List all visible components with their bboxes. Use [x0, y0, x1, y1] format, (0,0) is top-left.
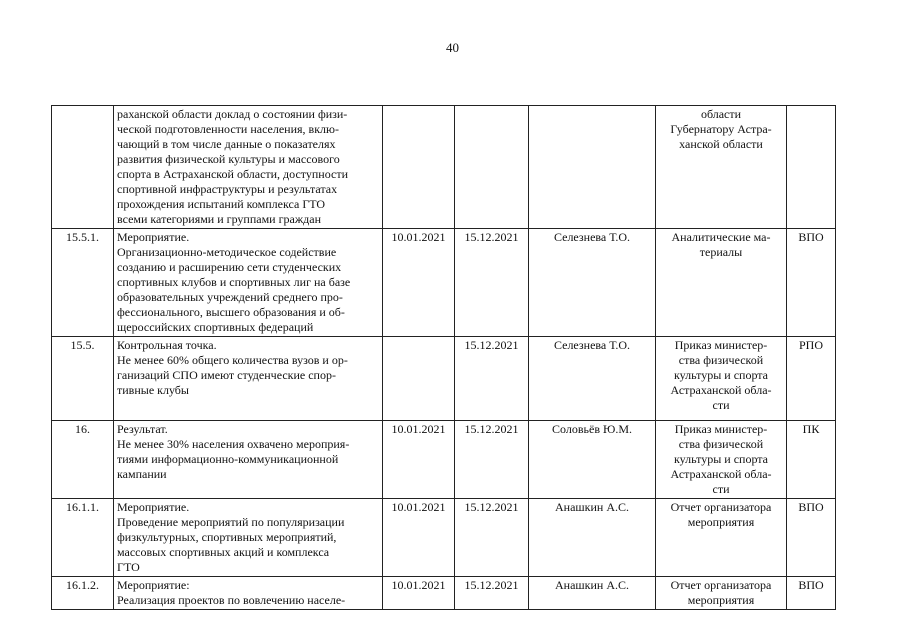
description-line: Мероприятие. [117, 500, 190, 514]
end-date-cell [455, 229, 529, 337]
document-line: культуры и спорта [673, 368, 768, 382]
responsible-cell [529, 229, 656, 337]
page-number: 40 [446, 40, 459, 55]
responsible-cell [529, 421, 656, 499]
item-number: 15.5.1. [66, 230, 99, 244]
end-date: 15.12.2021 [464, 422, 519, 436]
description-line: прохождения испытаний комплекса ГТО [117, 197, 326, 211]
document-cell [656, 229, 787, 337]
document-line: Приказ министер- [674, 338, 768, 352]
responsible-person: Анашкин А.С. [555, 500, 629, 514]
end-date: 15.12.2021 [464, 500, 519, 514]
description-line: чающий в том числе данные о показателях [117, 137, 336, 151]
description-line: Результат. [117, 422, 168, 436]
item-description-cell [114, 499, 383, 577]
document-line: мероприятия [687, 593, 755, 607]
responsible-person: Селезнева Т.О. [553, 338, 631, 352]
description-line: физкультурных, спортивных мероприятий, [117, 530, 337, 544]
description-line: спортивной инфраструктуры и результатах [117, 182, 338, 196]
description-line: Не менее 30% населения охвачено мероприя- [117, 437, 350, 451]
level-cell [787, 229, 836, 337]
end-date: 15.12.2021 [464, 578, 519, 592]
description-line: массовых спортивных акций и комплекса [117, 545, 330, 559]
item-number-cell [52, 337, 114, 421]
responsible-cell [529, 499, 656, 577]
level-code: ВПО [798, 500, 824, 514]
description-line: тиями информационно-коммуникационной [117, 452, 339, 466]
document-cell [656, 106, 787, 229]
description-line: щероссийских спортивных федераций [117, 320, 314, 334]
item-description-cell [114, 337, 383, 421]
document-cell [656, 421, 787, 499]
document-line: ханской области [679, 137, 763, 151]
document-line: Губернатору Астра- [670, 122, 772, 136]
item-description-cell [114, 421, 383, 499]
end-date: 15.12.2021 [464, 230, 519, 244]
item-description-cell [114, 229, 383, 337]
start-date: 10.01.2021 [391, 500, 446, 514]
level-code: ПК [802, 422, 820, 436]
description-line: фессионального, высшего образования и об- [117, 305, 345, 319]
item-number-cell [52, 499, 114, 577]
responsible-person: Анашкин А.С. [555, 578, 629, 592]
document-line: Отчет организатора [670, 500, 772, 514]
document-line: Астраханской обла- [670, 467, 772, 481]
start-date-cell [383, 106, 455, 229]
end-date-cell [455, 421, 529, 499]
table-row [52, 421, 836, 499]
end-date-cell [455, 499, 529, 577]
level-cell [787, 421, 836, 499]
start-date: 10.01.2021 [391, 230, 446, 244]
description-line: Реализация проектов по вовлечению населе- [117, 593, 346, 607]
table-row [52, 499, 836, 577]
item-description-cell [114, 577, 383, 610]
description-line: ческой подготовленности населения, вклю- [117, 122, 339, 136]
item-description-cell [114, 106, 383, 229]
description-line: Контрольная точка. [117, 338, 217, 352]
description-line: всеми категориями и группами граждан [117, 212, 321, 226]
level-code: ВПО [798, 578, 824, 592]
description-line: тивные клубы [117, 383, 189, 397]
document-line: Отчет организатора [670, 578, 772, 592]
start-date-cell [383, 577, 455, 610]
document-line: мероприятия [687, 515, 755, 529]
item-number: 16. [75, 422, 90, 436]
description-line: раханской области доклад о состоянии физи- [117, 107, 348, 121]
item-number: 16.1.1. [66, 500, 99, 514]
start-date-cell [383, 337, 455, 421]
start-date: 10.01.2021 [391, 422, 446, 436]
document-cell [656, 577, 787, 610]
start-date-cell [383, 499, 455, 577]
table-row [52, 577, 836, 610]
end-date: 15.12.2021 [464, 338, 519, 352]
responsible-person: Селезнева Т.О. [553, 230, 631, 244]
level-code: РПО [798, 338, 823, 352]
item-number: 15.5. [70, 338, 95, 352]
table-row [52, 229, 836, 337]
level-cell [787, 106, 836, 229]
description-line: Мероприятие. [117, 230, 190, 244]
level-code: ВПО [798, 230, 824, 244]
description-line: кампании [117, 467, 167, 481]
level-cell [787, 499, 836, 577]
item-number-cell [52, 106, 114, 229]
table-row [52, 106, 836, 229]
description-line: спортивных клубов и спортивных лиг на базе [117, 275, 351, 289]
level-cell [787, 337, 836, 421]
document-line: ства физической [678, 353, 764, 367]
end-date-cell [455, 577, 529, 610]
responsible-cell [529, 577, 656, 610]
document-line: Астраханской обла- [670, 383, 772, 397]
responsible-person: Соловьёв Ю.М. [552, 422, 632, 436]
responsible-cell [529, 106, 656, 229]
document-line: Аналитические ма- [671, 230, 771, 244]
table-row [52, 337, 836, 421]
end-date-cell [455, 337, 529, 421]
item-number-cell [52, 229, 114, 337]
description-line: ГТО [117, 560, 140, 574]
description-line: спорта в Астраханской области, доступности [117, 167, 349, 181]
document-line: области [700, 107, 742, 121]
description-line: созданию и расширению сети студенческих [117, 260, 342, 274]
item-number-cell [52, 421, 114, 499]
plan-table [51, 105, 836, 610]
document-cell [656, 499, 787, 577]
item-number: 16.1.2. [66, 578, 99, 592]
description-line: Проведение мероприятий по популяризации [117, 515, 345, 529]
level-cell [787, 577, 836, 610]
document-line: культуры и спорта [673, 452, 768, 466]
document-cell [656, 337, 787, 421]
description-line: развития физической культуры и массового [117, 152, 340, 166]
start-date-cell [383, 421, 455, 499]
document-line: сти [712, 398, 730, 412]
document-line: териалы [699, 245, 743, 259]
description-line: Не менее 60% общего количества вузов и ор- [117, 353, 348, 367]
document-line: ства физической [678, 437, 764, 451]
document-line: сти [712, 482, 730, 496]
description-line: Организационно-методическое содействие [117, 245, 337, 259]
start-date: 10.01.2021 [391, 578, 446, 592]
description-line: образовательных учреждений среднего про- [117, 290, 343, 304]
document-line: Приказ министер- [674, 422, 768, 436]
start-date-cell [383, 229, 455, 337]
responsible-cell [529, 337, 656, 421]
item-number-cell [52, 577, 114, 610]
description-line: Мероприятие: [117, 578, 190, 592]
end-date-cell [455, 106, 529, 229]
description-line: ганизаций СПО имеют студенческие спор- [117, 368, 336, 382]
